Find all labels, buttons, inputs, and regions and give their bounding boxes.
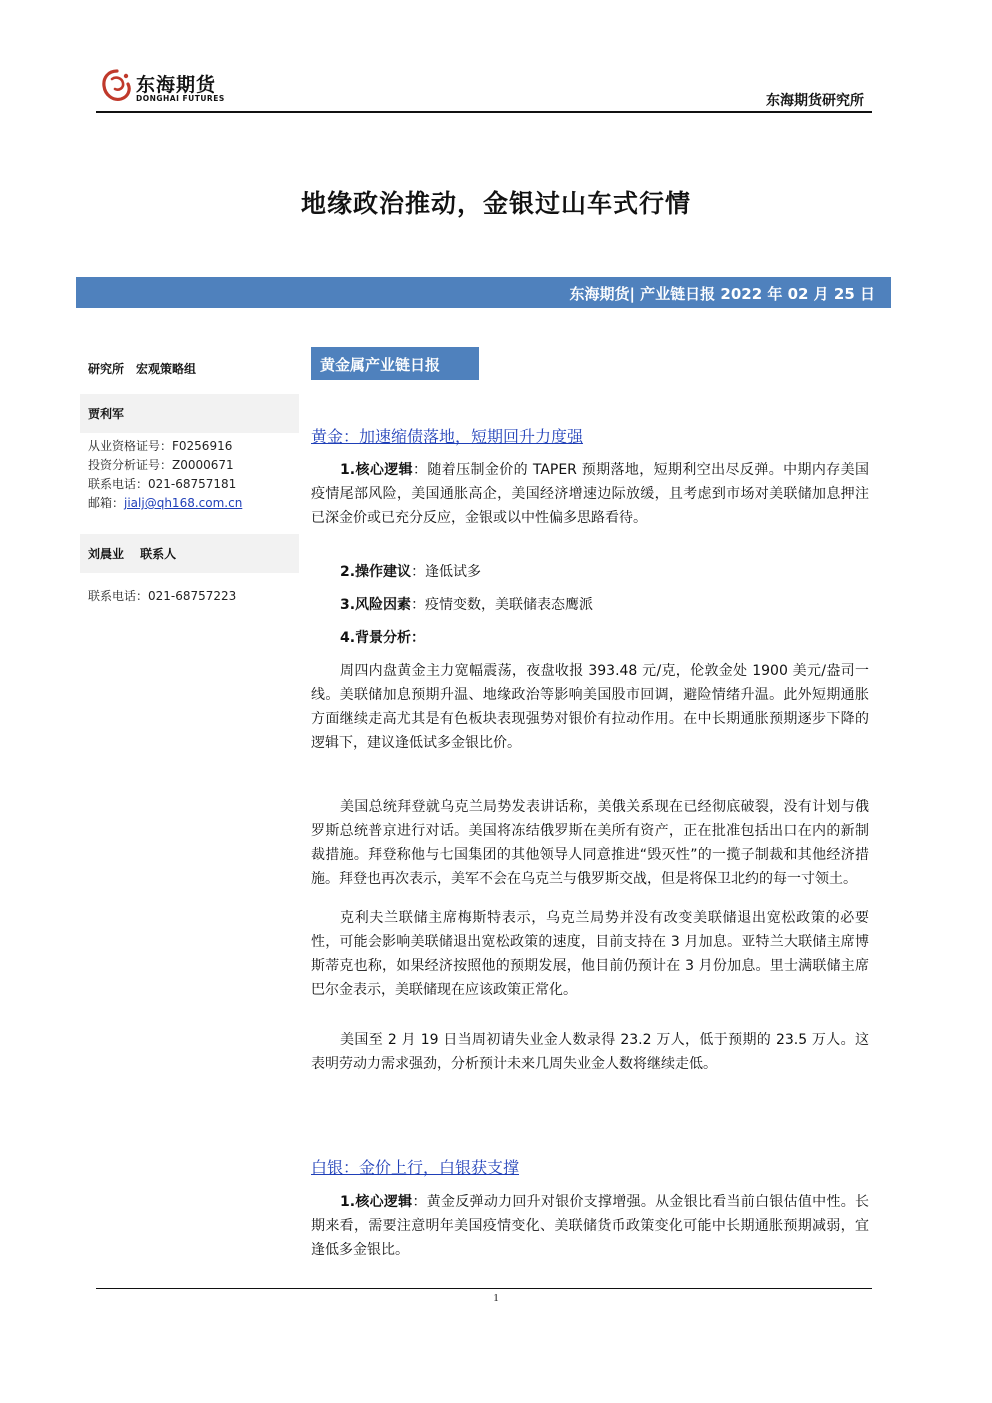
dragon-logo-icon — [100, 68, 134, 104]
silver-core-logic — [311, 1190, 869, 1262]
gold-background-para-4: 美国至 2 月 19 日当周初请失业金人数录得 23.2 万人，低于预期的 23.5 万人。这表明劳动力需求强劲，分析预计未来几周失业金人数将继续走低。 — [311, 1032, 869, 1072]
gold-background-heading — [311, 626, 869, 650]
header-org-name: 东海期货研究所 — [766, 93, 864, 109]
footer-divider — [96, 1288, 872, 1289]
section-tag-label: 黄金属产业链日报 — [320, 356, 441, 374]
gold-operation-advice — [311, 560, 869, 584]
gold-background-para-3: 克利夫兰联储主席梅斯特表示，乌克兰局势并没有改变美联储退出宽松政策的必要性，可能会影响美联储退出宽松政策的速度，目前支持在 3 月加息。亚特兰大联储主席博斯蒂克也称，如果经济按照他的预期发展，他目前仍预计在 3 月份加息。里士满联储主席巴尔金表示，美联储现在应该政策正常化。 — [311, 910, 869, 998]
gold-heading[interactable]: 黄金：加速缩债落地，短期回升力度强 — [311, 427, 584, 446]
gold-core-logic-text: ：随着压制金价的 TAPER 预期落地，短期利空出尽反弹。中期内存美国疫情尾部风险，美国通胀高企，美国经济增速边际放缓，且考虑到市场对美联储加息押注已深金价或已充分反应，金银或以中性偏多思路看待。 — [311, 462, 869, 526]
gold-operation-label: 2.操作建议 — [340, 564, 412, 580]
header-divider — [96, 111, 872, 113]
gold-operation-text: ：逢低试多 — [411, 564, 482, 580]
gold-background-para-1: 周四内盘黄金主力宽幅震荡，夜盘收报 393.48 元/克，伦敦金处 1900 美元/盎司一线。美联储加息预期升温、地缘政治等影响美国股市回调，避险情绪升温。此外短期通胀方面继续走高尤其是有色板块表现强势对银价有拉动作用。在中长期通胀预期逐步下降的逻辑下，建议逢低试多金银比价。 — [311, 663, 869, 751]
department-label: 研究所 宏观策略组 — [88, 362, 197, 376]
document-title: 地缘政治推动，金银过山车式行情 — [300, 189, 691, 218]
banner-text: 东海期货| 产业链日报 2022 年 02 月 25 日 — [569, 285, 875, 303]
contact-phone: 联系电话：021-68757223 — [88, 589, 237, 603]
gold-core-logic — [311, 458, 869, 530]
gold-background-para-2: 美国总统拜登就乌克兰局势发表讲话称，美俄关系现在已经彻底破裂，没有计划与俄罗斯总统普京进行对话。美国将冻结俄罗斯在美所有资产，正在批准包括出口在内的新制裁措施。拜登称他与七国集团的其他领导人同意推进“毁灭性”的一揽子制裁和其他经济措施。拜登也再次表示，美军不会在乌克兰与俄罗斯交战，但是将保卫北约的每一寸领土。 — [311, 799, 869, 887]
logo-english-text: DONGHAI FUTURES — [136, 94, 225, 103]
silver-core-logic-label: 1.核心逻辑 — [340, 1194, 413, 1210]
report-banner — [76, 277, 891, 308]
contact-name-box — [80, 534, 299, 573]
analyst-qualification: 从业资格证号：F0256916 — [88, 439, 233, 453]
silver-heading[interactable]: 白银：金价上行，白银获支撑 — [311, 1158, 520, 1177]
gold-risk-text: ：疫情变数，美联储表态鹰派 — [411, 597, 594, 613]
logo-chinese-text: 东海期货 — [136, 74, 217, 96]
email-label: 邮箱： — [88, 496, 125, 510]
silver-core-logic-text: ：黄金反弹动力回升对银价支撑增强。从金银比看当前白银估值中性。长期来看，需要注意明年美国疫情变化、美联储货币政策变化可能中长期通胀预期减弱，宜逢低多金银比。 — [311, 1194, 870, 1258]
page-number: 1 — [493, 1292, 499, 1304]
analyst-name: 贾利军 — [88, 407, 125, 421]
analyst-email-row — [88, 494, 242, 512]
analyst-name-box — [80, 394, 299, 433]
email-link[interactable]: jialj@qh168.com.cn — [124, 496, 243, 510]
contact-name: 刘晨业 联系人 — [88, 547, 177, 561]
section-tag — [311, 347, 479, 380]
gold-background-label: 4.背景分析： — [340, 630, 426, 646]
analyst-phone: 联系电话：021-68757181 — [88, 477, 237, 491]
gold-core-logic-label: 1.核心逻辑 — [340, 462, 413, 478]
gold-risk-factors — [311, 593, 869, 617]
analyst-certificate: 投资分析证号：Z0000671 — [88, 458, 234, 472]
company-logo — [100, 68, 230, 108]
gold-risk-label: 3.风险因素 — [340, 597, 412, 613]
